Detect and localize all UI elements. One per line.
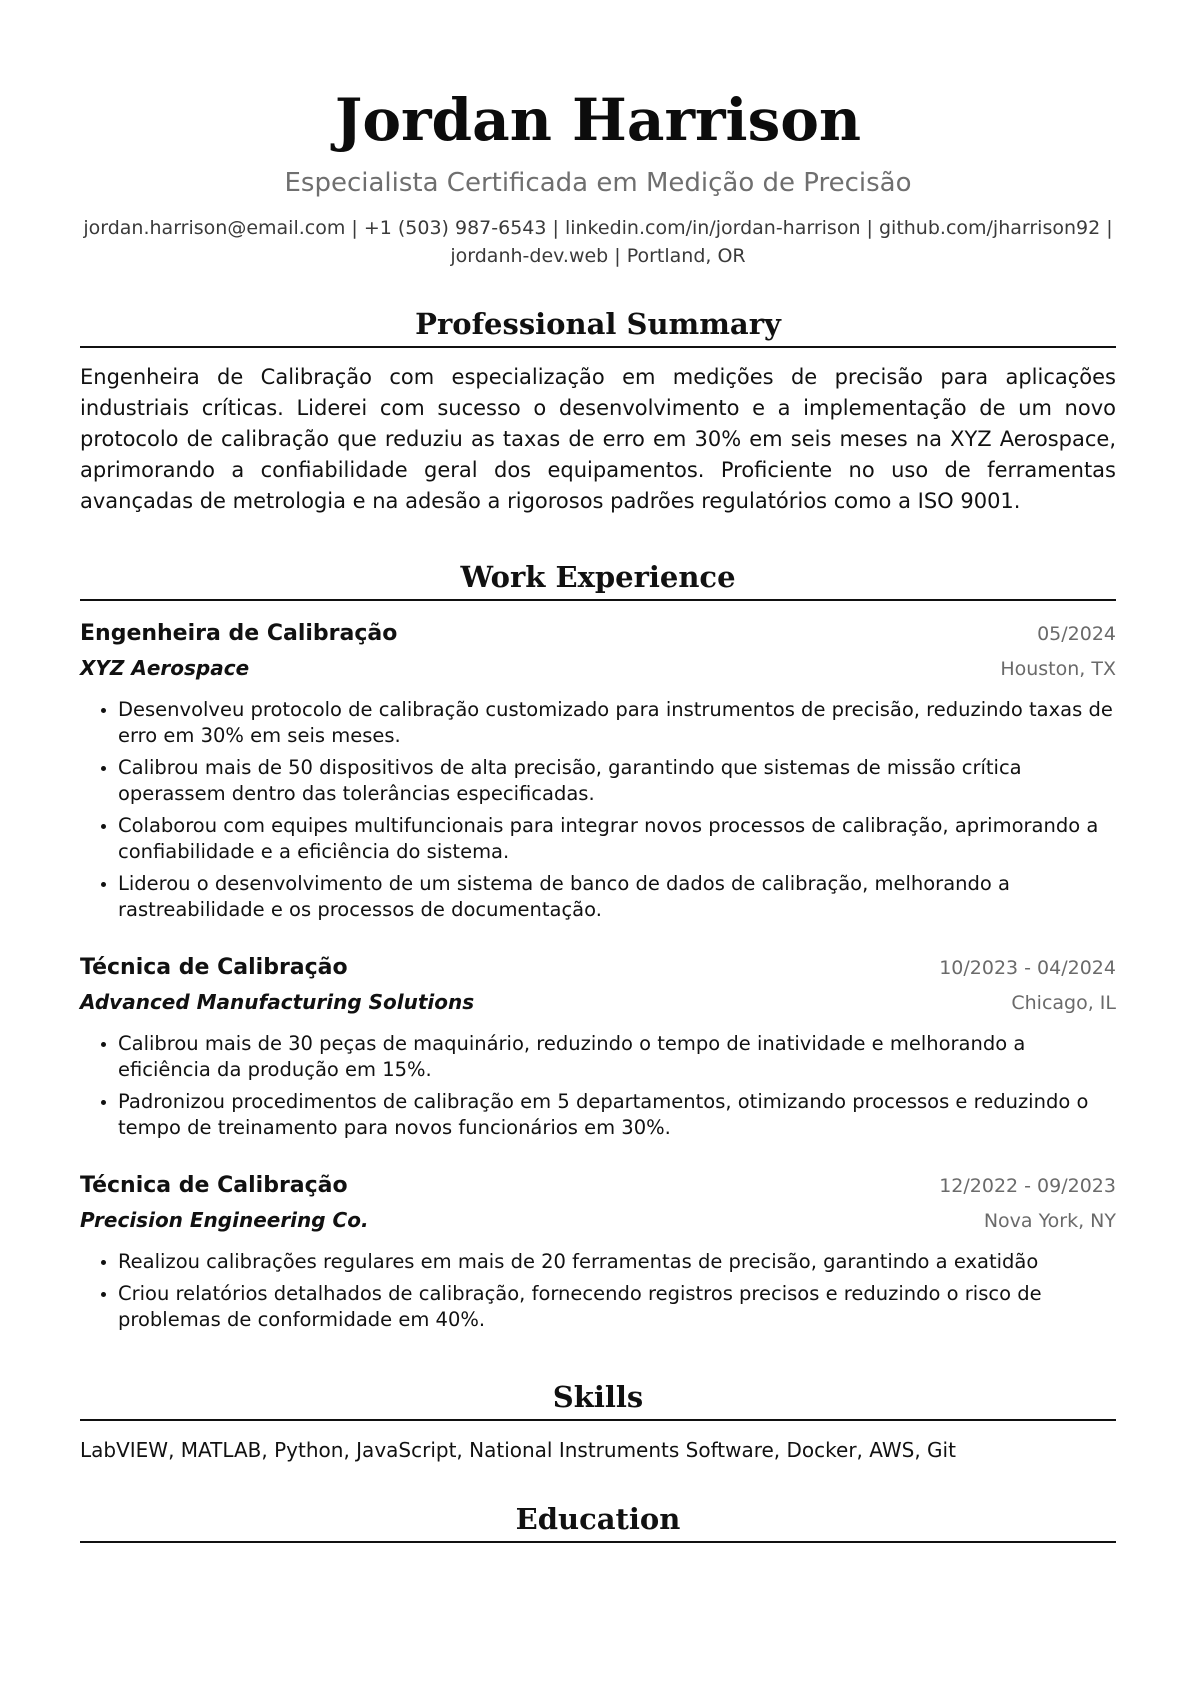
job-bullets bbox=[80, 697, 1116, 923]
skills-section bbox=[80, 1377, 1116, 1465]
education-section bbox=[80, 1499, 1116, 1543]
job-bullet: • Calibrou mais de 30 peças de maquinário, reduzindo o tempo de inatividade e melhorando a eficiência da produção em 15%. bbox=[118, 1031, 1116, 1083]
job-header-row bbox=[80, 951, 1116, 985]
education-heading: Education bbox=[80, 1499, 1116, 1543]
contact-info bbox=[80, 214, 1116, 270]
job-bullet: • Padronizou procedimentos de calibração em 5 departamentos, otimizando processos e reduzindo o tempo de treinamento para novos funcionários em 30%. bbox=[118, 1089, 1116, 1141]
experience-heading: Work Experience bbox=[80, 557, 1116, 601]
job-bullet: • Realizou calibrações regulares em mais de 20 ferramentas de precisão, garantindo a exatidão bbox=[118, 1249, 1116, 1275]
job-company-row bbox=[80, 985, 1116, 1019]
job-company-row bbox=[80, 1203, 1116, 1237]
job-title: Técnica de Calibração bbox=[80, 1173, 348, 1198]
experience-section bbox=[80, 557, 1116, 1333]
job-company-row bbox=[80, 651, 1116, 685]
job-bullet: • Criou relatórios detalhados de calibração, fornecendo registros precisos e reduzindo o risco de problemas de conformidade em 40%. bbox=[118, 1281, 1116, 1333]
job-location: Nova York, NY bbox=[983, 1210, 1116, 1232]
candidate-subtitle: Especialista Certificada em Medição de Precisão bbox=[284, 168, 912, 198]
summary-heading: Professional Summary bbox=[80, 304, 1116, 348]
skills-text: LabVIEW, MATLAB, Python, JavaScript, National Instruments Software, Docker, AWS, Git bbox=[80, 1438, 956, 1462]
job-header-row bbox=[80, 617, 1116, 651]
job-title: Engenheira de Calibração bbox=[80, 621, 398, 646]
candidate-name: Jordan Harrison bbox=[334, 86, 862, 154]
job-title: Técnica de Calibração bbox=[80, 955, 348, 980]
job-company: XYZ Aerospace bbox=[80, 656, 250, 680]
job-bullet: • Desenvolveu protocolo de calibração customizado para instrumentos de precisão, reduzindo taxas de erro em 30% em seis meses. bbox=[118, 697, 1116, 749]
job-date: 12/2022 - 09/2023 bbox=[939, 1175, 1116, 1197]
job-company: Precision Engineering Co. bbox=[80, 1208, 369, 1232]
job-entry bbox=[80, 617, 1116, 923]
contact-line-2: jordanh-dev.web | Portland, OR bbox=[450, 245, 746, 267]
job-bullet: • Liderou o desenvolvimento de um sistema de banco de dados de calibração, melhorando a rastreabilidade e os processos de documentação. bbox=[118, 871, 1116, 923]
job-bullet: • Calibrou mais de 50 dispositivos de alta precisão, garantindo que sistemas de missão crítica operassem dentro das tolerâncias especificadas. bbox=[118, 755, 1116, 807]
job-entry bbox=[80, 1169, 1116, 1333]
job-date: 10/2023 - 04/2024 bbox=[939, 957, 1116, 979]
job-location: Chicago, IL bbox=[1011, 992, 1116, 1014]
contact-line-1: jordan.harrison@email.com | +1 (503) 987-6543 | linkedin.com/in/jordan-harrison | github.com/jharrison92 | bbox=[83, 217, 1113, 239]
resume-page bbox=[80, 0, 1116, 1557]
job-entry bbox=[80, 951, 1116, 1141]
job-bullet: • Colaborou com equipes multifuncionais para integrar novos processos de calibração, aprimorando a confiabilidade e a eficiência do sistema. bbox=[118, 813, 1116, 865]
summary-section bbox=[80, 304, 1116, 517]
resume-header bbox=[80, 0, 1116, 270]
summary-text: Engenheira de Calibração com especialização em medições de precisão para aplicações industriais críticas. Liderei com sucesso o desenvolvimento e a implementação de um novo protocolo de calibração que reduziu as taxas de erro em 30% em seis meses na XYZ Aerospace, aprimorando a confiabilidade geral dos equipamentos. Proficiente no uso de ferramentas avançadas de metrologia e na adesão a rigorosos padrões regulatórios como a ISO 9001. bbox=[80, 365, 1116, 513]
job-bullets bbox=[80, 1031, 1116, 1141]
job-bullets bbox=[80, 1249, 1116, 1333]
skills-heading: Skills bbox=[80, 1377, 1116, 1421]
job-header-row bbox=[80, 1169, 1116, 1203]
job-location: Houston, TX bbox=[1000, 658, 1116, 680]
job-company: Advanced Manufacturing Solutions bbox=[80, 990, 475, 1014]
job-date: 05/2024 bbox=[1037, 623, 1116, 645]
